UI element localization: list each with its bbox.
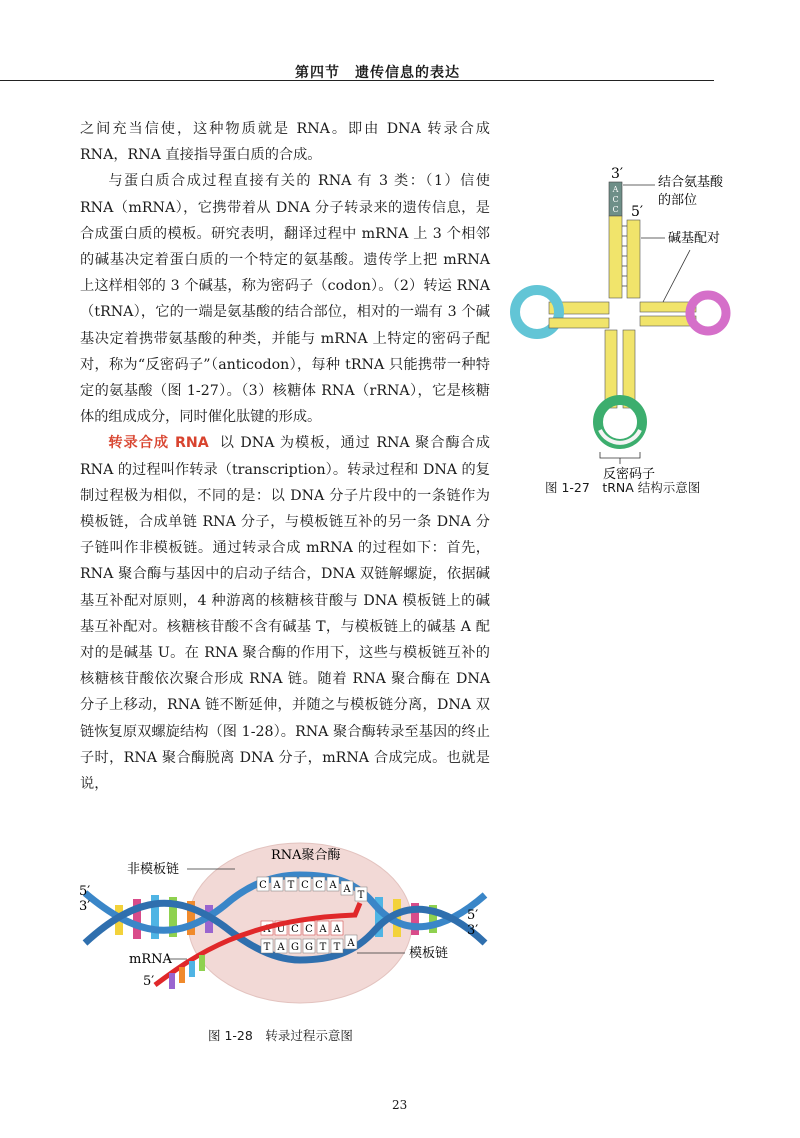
svg-text:T: T [333,942,341,953]
svg-text:A: A [273,880,281,891]
svg-text:C: C [315,880,323,891]
body-text [80,116,490,797]
svg-text:T: T [263,942,271,953]
paragraph-1: 之间充当信使，这种物质就是 RNA。即由 DNA 转录合成 RNA，RNA 直接指导蛋白质的合成。 [80,121,490,164]
template-label: 模板链 [409,946,449,961]
paragraph-3-text: 以 DNA 为模板，通过 RNA 聚合酶合成 RNA 的过程叫作转录（transcription）。转录过程和 DNA 的复制过程极为相似，不同的是：以 DNA 分子片段中的一条链作为模板链，合成单链 RNA 分子，与模板链互补的另一条 DNA 分子链叫作非模板链。通过转录合成 mRNA 的过程如下：首先，RNA 聚合酶与基因中的启动子结合，DNA 双链解螺旋，依据碱基互补配对原则，4 种游离的核糖核苷酸与 DNA 模板链上的碱基互补配对。核糖核苷酸不含有碱基 T，与模板链上的碱基 A 配对的是碱基 U。在 RNA 聚合酶的作用下，这些与模板链互补的核糖核苷酸依次聚合形成 RNA 链。随着 RNA 聚合酶在 DNA 分子上移动，RNA 链不断延伸，并随之与模板链分离，DNA 双链恢复原双螺旋结构（图 1-28）。RNA 聚合酶转录至基因的终止子时，RNA 聚合酶脱离 DNA 分子，mRNA 合成完成。也就是说， [80,435,490,793]
svg-text:A: A [319,924,327,935]
paragraph-3 [80,430,490,797]
figure-1-27-caption: 图 1-27 tRNA 结构示意图 [545,480,701,495]
aa-site-label: 结合氨基酸 [658,175,724,190]
paragraph-2: 与蛋白质合成过程直接有关的 RNA 有 3 类：（1）信使 RNA（mRNA），它携带着从 DNA 分子转录来的遗传信息，是合成蛋白质的模板。研究表明，翻译过程中 mRNA 上 3 个相邻的碱基决定着蛋白质的一个特定的氨基酸。遗传学上把 mRNA 上这样相邻的 3 个碱基，称为密码子（codon）。（2）转运 RNA（tRNA），它的一端是氨基酸的结合部位，相对的一端有 3 个碱基决定着携带氨基酸的种类，并能与 mRNA 上特定的密码子配对，称为“反密码子”（anticodon），每种 tRNA 只能携带一种特定的氨基酸（图 1-27）。（3）核糖体 RNA（rRNA），它是核糖体的组成成分，同时催化肽键的形成。 [80,173,490,426]
chapter-header: 第四节 遗传信息的表达 [295,65,460,81]
svg-text:A: A [263,924,271,935]
anticodon-bracket [600,452,640,458]
t-loop [690,295,726,331]
svg-text:U: U [276,924,286,935]
trna-3prime-label: 3′ [611,166,624,182]
svg-text:G: G [305,942,313,953]
d-arm-stem-lower [549,318,609,328]
svg-text:C: C [291,924,299,935]
trna-diagram [505,160,735,480]
svg-text:A: A [329,880,337,891]
svg-text:A: A [277,942,285,953]
stem-pairs [622,226,627,286]
polymerase-label: RNA聚合酶 [271,848,341,863]
svg-text:C: C [301,880,309,891]
mrna-5prime-label: 5′ [143,974,155,989]
acceptor-base: C [612,205,619,214]
anticodon-label: 反密码子 [603,467,656,480]
figure-1-28-caption: 图 1-28 转录过程示意图 [208,1028,353,1043]
acceptor-base: A [612,185,619,194]
left-3prime-label: 3′ [79,899,91,914]
svg-text:G: G [291,942,299,953]
header-rule [0,80,714,81]
right-5prime-label: 5′ [467,908,479,923]
svg-text:C: C [259,880,267,891]
svg-text:C: C [305,924,313,935]
aa-site-label-line2: 的部位 [658,193,698,208]
acceptor-stem-left [609,216,622,298]
svg-text:A: A [343,884,351,895]
svg-text:A: A [347,938,355,949]
left-5prime-label: 5′ [79,884,91,899]
svg-text:A: A [333,924,341,935]
acceptor-base: C [612,195,619,204]
section-heading: 转录合成 RNA [108,435,209,452]
base-pairing-label: 碱基配对 [668,231,721,246]
right-3prime-label: 3′ [467,923,479,938]
acceptor-stem-right [627,220,640,298]
svg-text:T: T [319,942,327,953]
transcription-diagram [75,835,495,1010]
svg-text:T: T [287,880,295,891]
svg-text:T: T [357,890,365,901]
page-number: 23 [392,1098,408,1112]
non-template-label: 非模板链 [127,862,180,877]
trna-5prime-label: 5′ [631,204,644,220]
mrna-label: mRNA [129,952,172,967]
